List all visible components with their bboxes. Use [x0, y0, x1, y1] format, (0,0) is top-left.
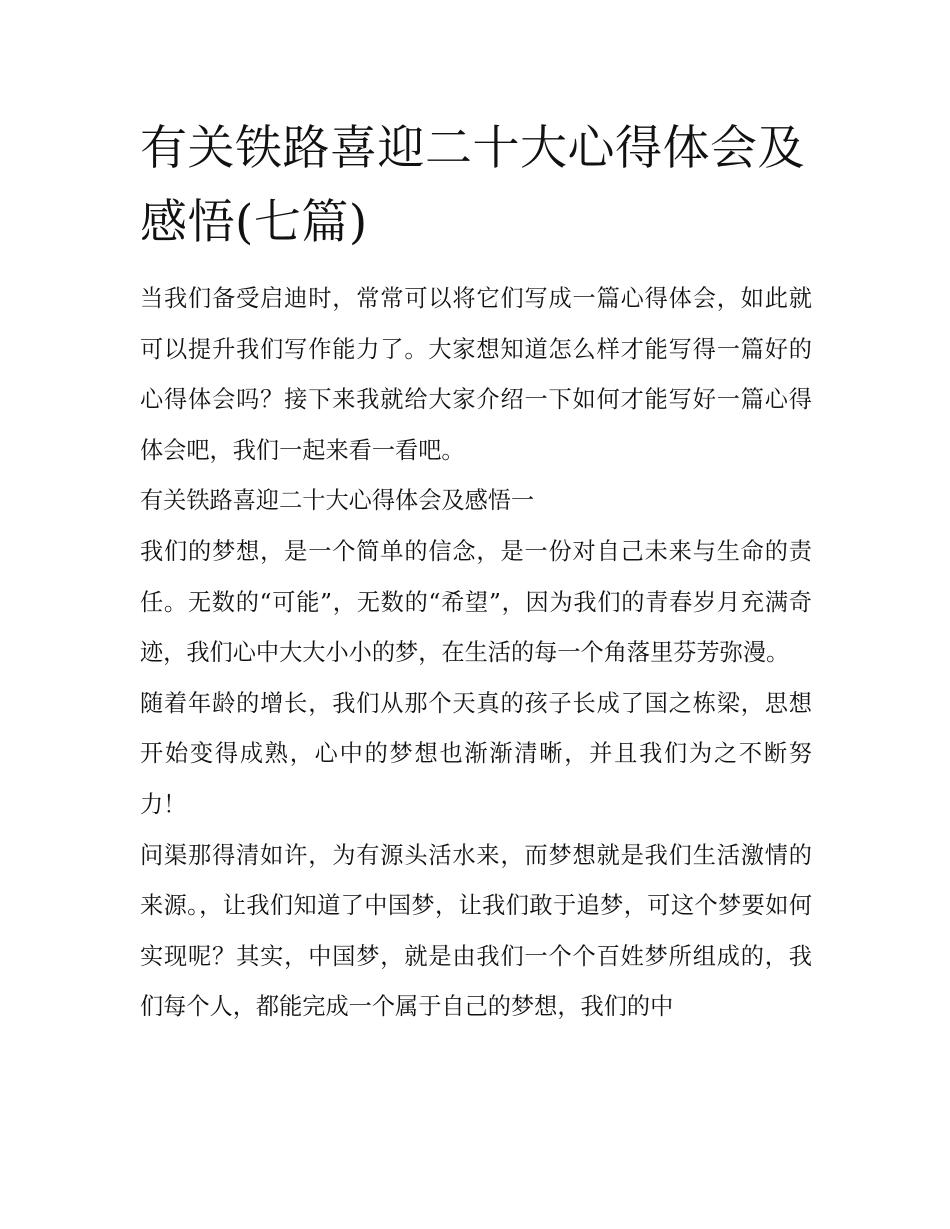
document-content — [140, 112, 812, 1033]
document-title: 有关铁路喜迎二十大心得体会及感悟(七篇) — [140, 121, 805, 250]
intro-paragraph: 当我们备受启迪时，常常可以将它们写成一篇心得体会，如此就可以提升我们写作能力了。大家想知道怎么样才能写得一篇好的心得体会吗？接下来我就给大家介绍一下如何才能写好一篇心得体会吧，我们一起来看一看吧。 — [140, 285, 812, 464]
body-paragraph: 我们的梦想，是一个简单的信念，是一份对自己未来与生命的责任。无数的“可能”，无数的“希望”，因为我们的青春岁月充满奇迹，我们心中大大小小的梦，在生活的每一个角落里芬芳弥漫。 — [140, 537, 812, 667]
section-heading: 有关铁路喜迎二十大心得体会及感悟一 — [140, 487, 535, 515]
body-paragraph: 问渠那得清如许，为有源头活水来，而梦想就是我们生活激情的来源。，让我们知道了中国梦，让我们敢于追梦，可这个梦要如何实现呢？其实，中国梦，就是由我们一个个百姓梦所组成的，我们每个人，都能完成一个属于自己的梦想，我们的中 — [140, 841, 812, 1021]
body-paragraph: 随着年龄的增长，我们从那个天真的孩子长成了国之栋梁，思想开始变得成熟，心中的梦想也渐渐清晰，并且我们为之不断努力！ — [140, 689, 812, 818]
document-body — [140, 274, 812, 1033]
